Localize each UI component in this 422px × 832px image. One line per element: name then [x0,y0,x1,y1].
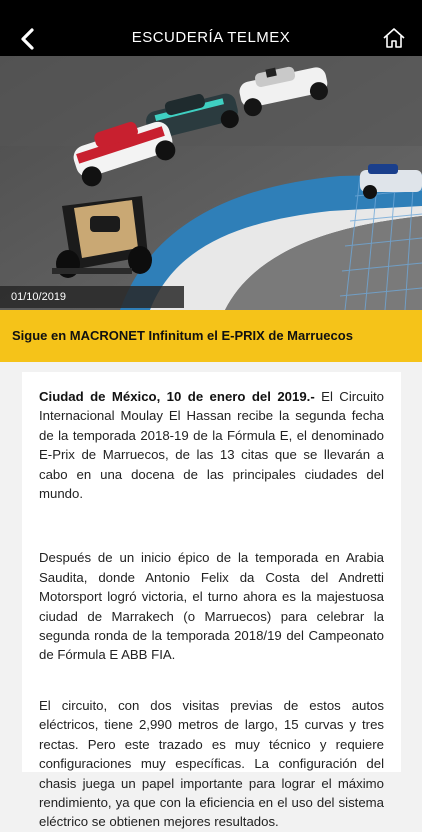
hero-image [0,56,422,310]
home-button[interactable] [382,26,406,50]
article-headline: Sigue en MACRONET Infinitum el E-PRIX de Marruecos [0,310,422,362]
page-title: ESCUDERÍA TELMEX [131,29,291,46]
article-text: El Circuito Internacional Moulay El Hassan recibe la segunda fecha de la temporada 2018-19 de la Fórmula E, el denominado E-Prix de Marruecos, de las 13 citas que se llevarán a cabo en una docena de las principales ciudades del mundo. [39,389,384,502]
article-paragraph-2 [39,548,384,664]
article-lead: Ciudad de México, 10 de enero del 2019.- [39,389,315,404]
home-icon [382,26,406,50]
article-card [22,372,401,830]
article-text: Después de un inicio épico de la temporada en Arabia Saudita, donde Antonio Felix da Costa del Andretti Motorsport logró victoria, el turno ahora es la majestuosa ciudad de Marrakech (o Marruecos) para celebrar la segunda ronda de la temporada 2018/19 del Campeonato de Fórmula E ABB FIA. [39,550,384,663]
article-text: El circuito, con dos visitas previas de estos autos eléctricos, tiene 2,990 metros de largo, 15 curvas y tres rectas. Pero este trazado es muy técnico y requiere configuraciones muy específicas. La configuración del chasis juega un papel importante para lograr el máximo rendimiento, ya que con la eficiencia en el uso del sistema eléctrico se obtienen mejores resultados. [39,697,384,830]
race-photo [0,56,422,310]
date-label: 01/10/2019 [0,286,184,308]
article-paragraph-1 [39,387,384,503]
article-paragraph-3 [39,696,384,832]
